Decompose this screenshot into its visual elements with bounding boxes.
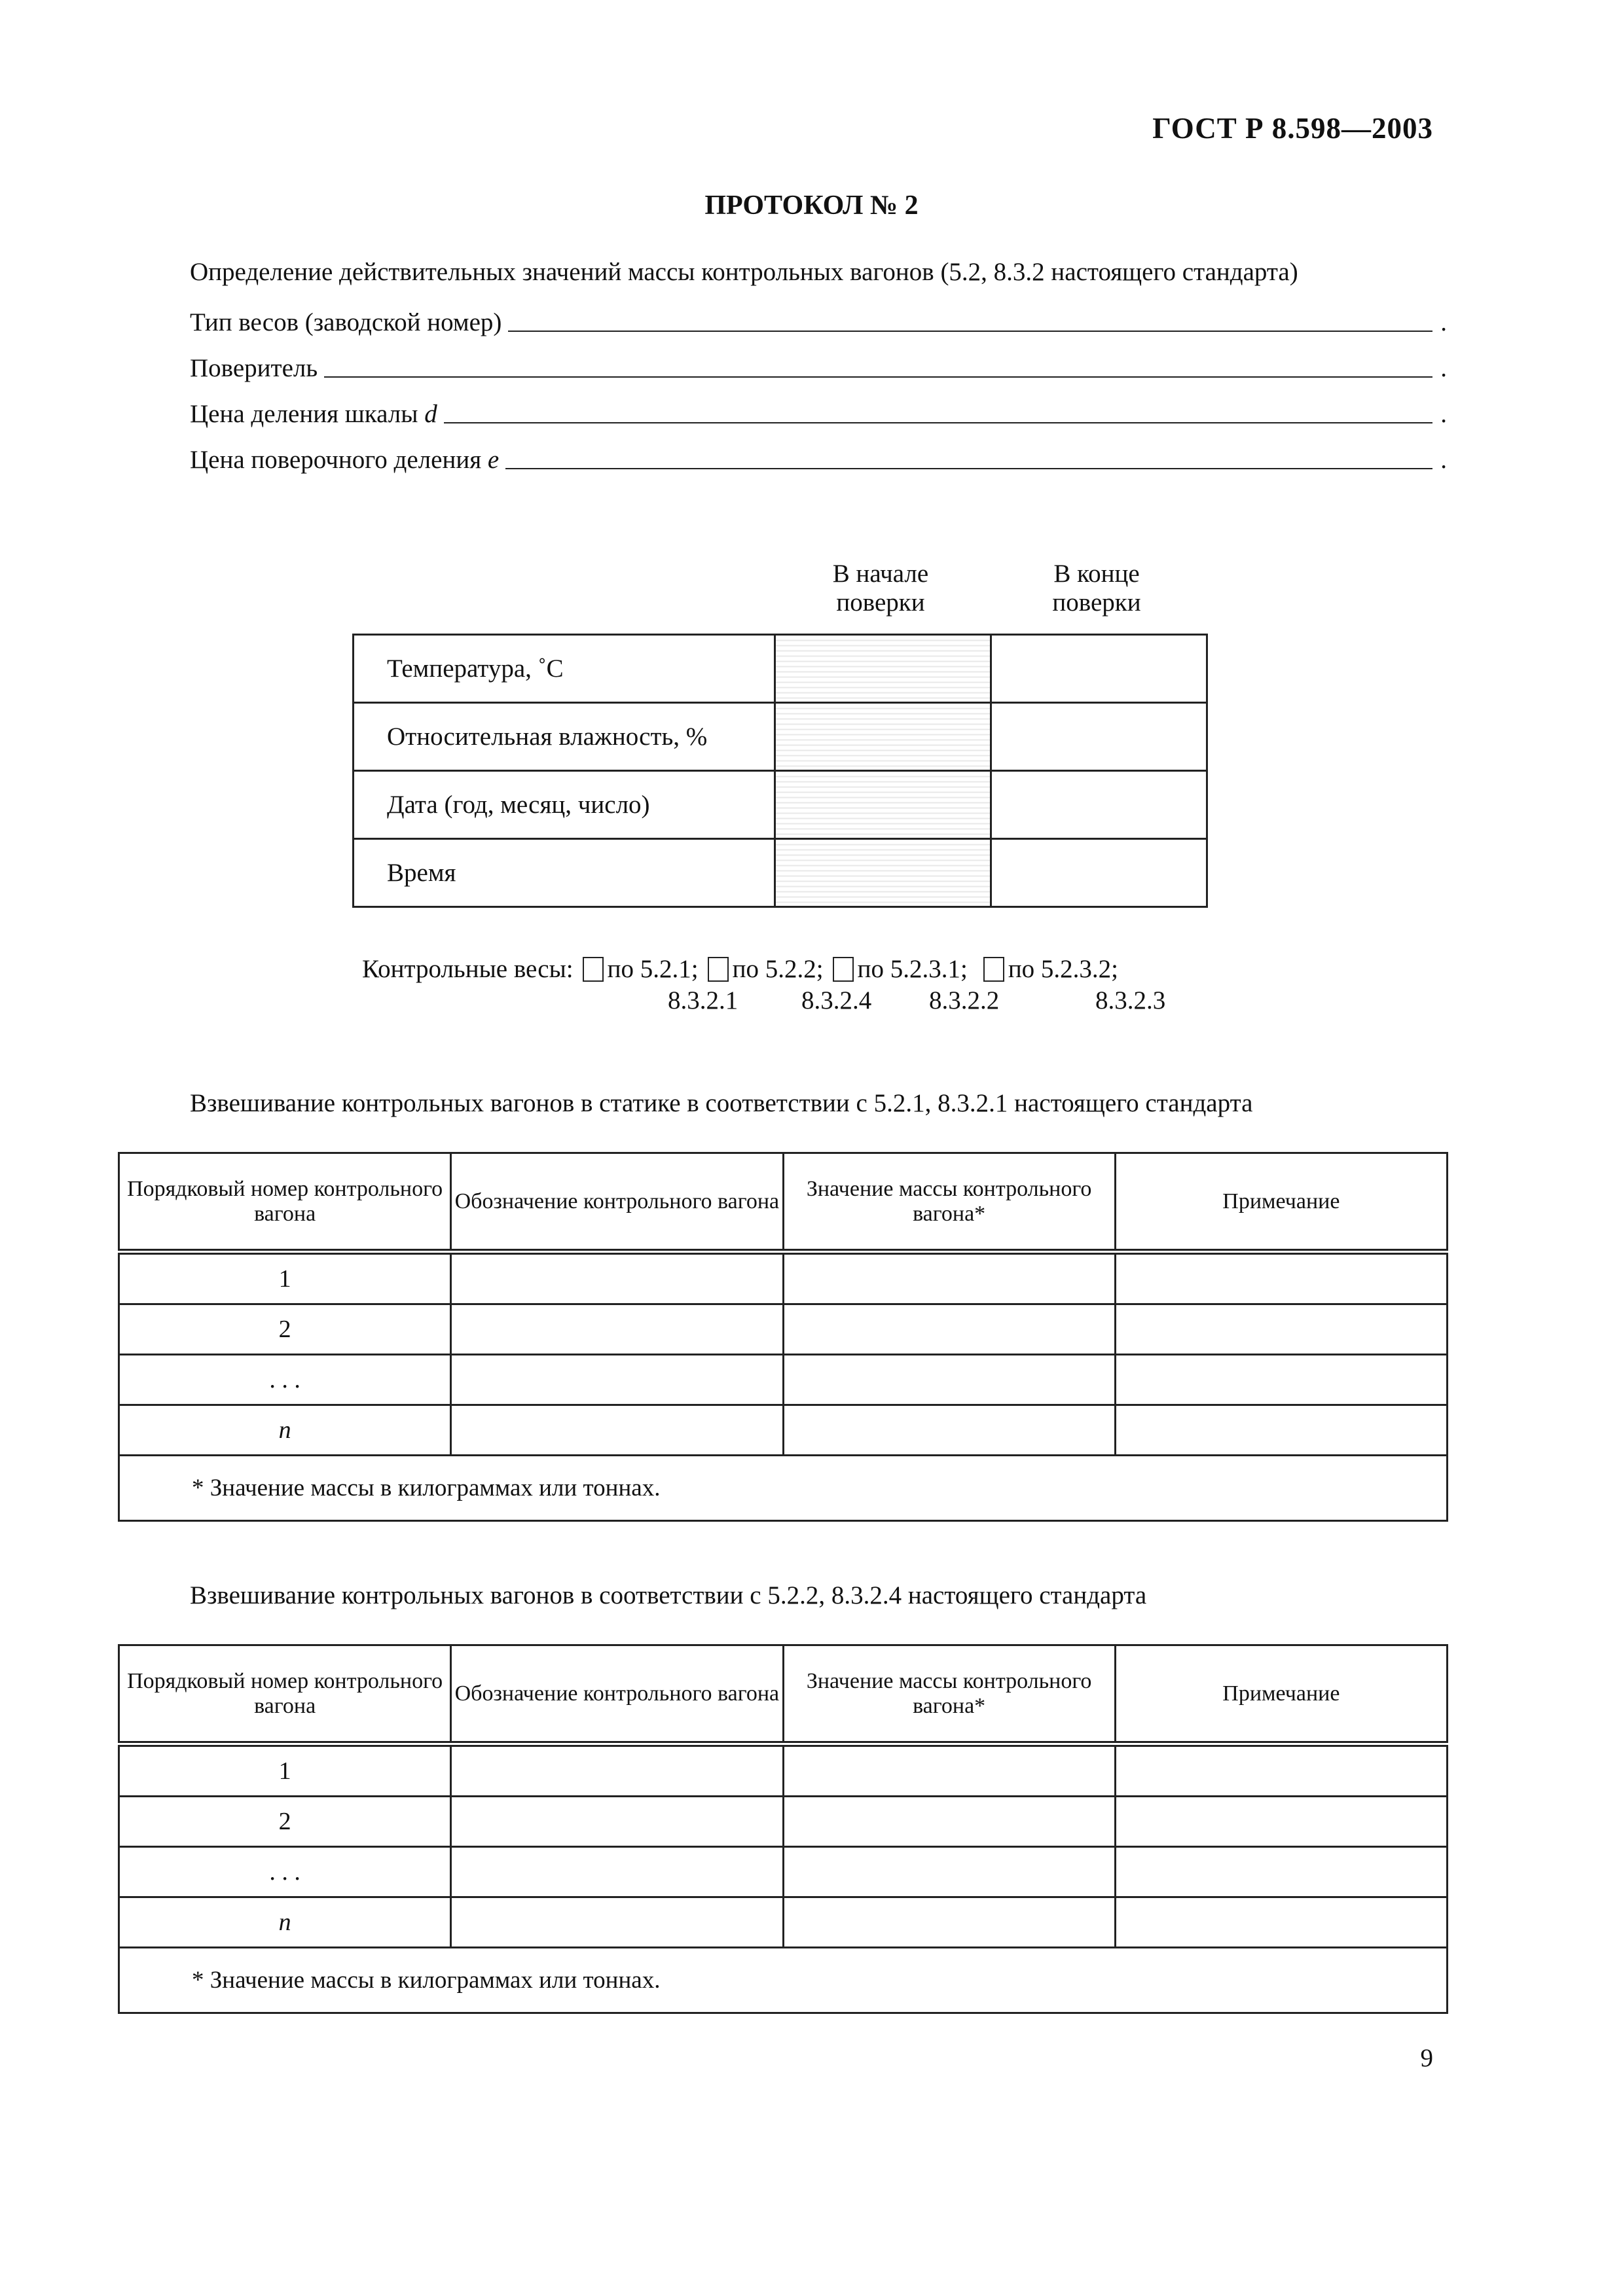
- table-row: [354, 771, 1207, 839]
- field-label: Поверитель: [190, 354, 318, 382]
- condition-label: Дата (год, месяц, число): [354, 771, 775, 839]
- condition-label: Время: [354, 839, 775, 907]
- table-cell[interactable]: [783, 1797, 1115, 1847]
- table-cell[interactable]: [451, 1252, 783, 1304]
- column-end-header: В конце поверки: [1052, 560, 1141, 617]
- table-cell[interactable]: [783, 1355, 1115, 1405]
- column-start-header: В начале поверки: [832, 560, 929, 617]
- header-mass-value: Значение массы контрольного вагона*: [783, 1645, 1115, 1744]
- table-cell[interactable]: [451, 1355, 783, 1405]
- weighing-table-static: [118, 1152, 1448, 1522]
- control-scales: Контрольные весы: по 5.2.1; по 5.2.2; по 5.2.3.1; по 5.2.3.2; 8.3.2.1 8.3.2.4 8.3.2.2 8.3.2.3: [362, 955, 1166, 1014]
- table-row: [119, 1252, 1448, 1304]
- table-header-row: [119, 1153, 1448, 1252]
- table-row: [354, 703, 1207, 771]
- field-verifier[interactable]: Поверитель .: [190, 344, 1447, 383]
- field-scale-type[interactable]: Тип весов (заводской номер) .: [190, 298, 1447, 337]
- header-wagon-designation: Обозначение контрольного вагона: [451, 1645, 783, 1744]
- header-serial-number: Порядковый номер контрольного вагона: [119, 1153, 451, 1252]
- checkbox-5-2-1[interactable]: [583, 957, 604, 982]
- table-cell[interactable]: [1115, 1304, 1447, 1355]
- row-number: . . .: [119, 1355, 451, 1405]
- table-cell[interactable]: [1115, 1797, 1447, 1847]
- end-value-cell[interactable]: [991, 635, 1207, 703]
- table-footnote-row: [119, 1456, 1448, 1521]
- header-note: Примечание: [1115, 1645, 1447, 1744]
- table-cell[interactable]: [451, 1304, 783, 1355]
- field-verification-division[interactable]: Цена поверочного деления e .: [190, 435, 1447, 475]
- intro-text: Определение действительных значений массы контрольных вагонов (5.2, 8.3.2 настоящего стандарта): [190, 258, 1298, 286]
- row-number: 1: [119, 1252, 451, 1304]
- table-cell[interactable]: [783, 1252, 1115, 1304]
- end-value-cell[interactable]: [991, 839, 1207, 907]
- table-header-row: [119, 1645, 1448, 1744]
- table-row: [119, 1847, 1448, 1897]
- field-scale-division[interactable]: Цена деления шкалы d .: [190, 389, 1447, 429]
- start-value-cell[interactable]: [775, 703, 991, 771]
- footnote: * Значение массы в килограммах или тоннах.: [119, 1456, 1448, 1521]
- section-title-general: Взвешивание контрольных вагонов в соответствии с 5.2.2, 8.3.2.4 настоящего стандарта: [190, 1581, 1147, 1609]
- row-number: n: [119, 1405, 451, 1456]
- control-scales-label: Контрольные весы:: [362, 955, 574, 983]
- start-value-cell[interactable]: [775, 771, 991, 839]
- table-cell[interactable]: [451, 1405, 783, 1456]
- table-cell[interactable]: [1115, 1897, 1447, 1948]
- table-cell[interactable]: [783, 1405, 1115, 1456]
- table-cell[interactable]: [783, 1304, 1115, 1355]
- header-note: Примечание: [1115, 1153, 1447, 1252]
- table-cell[interactable]: [451, 1847, 783, 1897]
- field-label: Цена поверочного деления e: [190, 446, 500, 474]
- header-mass-value: Значение массы контрольного вагона*: [783, 1153, 1115, 1252]
- field-label: Цена деления шкалы d: [190, 400, 437, 428]
- row-number: n: [119, 1897, 451, 1948]
- fill-line[interactable]: [508, 304, 1432, 332]
- condition-label: Температура, ˚С: [354, 635, 775, 703]
- header-serial-number: Порядковый номер контрольного вагона: [119, 1645, 451, 1744]
- table-cell[interactable]: [451, 1744, 783, 1797]
- row-number: . . .: [119, 1847, 451, 1897]
- table-cell[interactable]: [783, 1847, 1115, 1897]
- table-cell[interactable]: [451, 1797, 783, 1847]
- table-cell[interactable]: [451, 1897, 783, 1948]
- table-cell[interactable]: [783, 1744, 1115, 1797]
- row-number: 2: [119, 1797, 451, 1847]
- fill-line[interactable]: [324, 350, 1432, 378]
- table-cell[interactable]: [1115, 1355, 1447, 1405]
- section-title-static: Взвешивание контрольных вагонов в статике в соответствии с 5.2.1, 8.3.2.1 настоящего стандарта: [190, 1089, 1253, 1117]
- row-number: 2: [119, 1304, 451, 1355]
- table-row: [119, 1797, 1448, 1847]
- condition-label: Относительная влажность, %: [354, 703, 775, 771]
- page-number: 9: [1420, 2044, 1433, 2072]
- table-row: [119, 1405, 1448, 1456]
- fill-line[interactable]: [505, 442, 1432, 469]
- fill-line[interactable]: [444, 396, 1433, 423]
- header-wagon-designation: Обозначение контрольного вагона: [451, 1153, 783, 1252]
- table-row: [119, 1744, 1448, 1797]
- table-row: [354, 635, 1207, 703]
- checkbox-5-2-2[interactable]: [708, 957, 729, 982]
- document-code: ГОСТ Р 8.598—2003: [1152, 112, 1433, 145]
- table-row: [119, 1897, 1448, 1948]
- checkbox-5-2-3-1[interactable]: [833, 957, 854, 982]
- row-number: 1: [119, 1744, 451, 1797]
- start-value-cell[interactable]: [775, 839, 991, 907]
- table-row: [119, 1355, 1448, 1405]
- start-value-cell[interactable]: [775, 635, 991, 703]
- checkbox-5-2-3-2[interactable]: [983, 957, 1004, 982]
- table-cell[interactable]: [1115, 1405, 1447, 1456]
- table-cell[interactable]: [1115, 1744, 1447, 1797]
- weighing-table-general: [118, 1644, 1448, 2014]
- table-cell[interactable]: [1115, 1847, 1447, 1897]
- table-footnote-row: [119, 1948, 1448, 2013]
- footnote: * Значение массы в килограммах или тоннах.: [119, 1948, 1448, 2013]
- conditions-table: [352, 634, 1208, 908]
- end-value-cell[interactable]: [991, 771, 1207, 839]
- field-label: Тип весов (заводской номер): [190, 308, 502, 336]
- table-row: [354, 839, 1207, 907]
- table-cell[interactable]: [1115, 1252, 1447, 1304]
- table-row: [119, 1304, 1448, 1355]
- table-cell[interactable]: [783, 1897, 1115, 1948]
- protocol-title: ПРОТОКОЛ № 2: [704, 190, 919, 221]
- end-value-cell[interactable]: [991, 703, 1207, 771]
